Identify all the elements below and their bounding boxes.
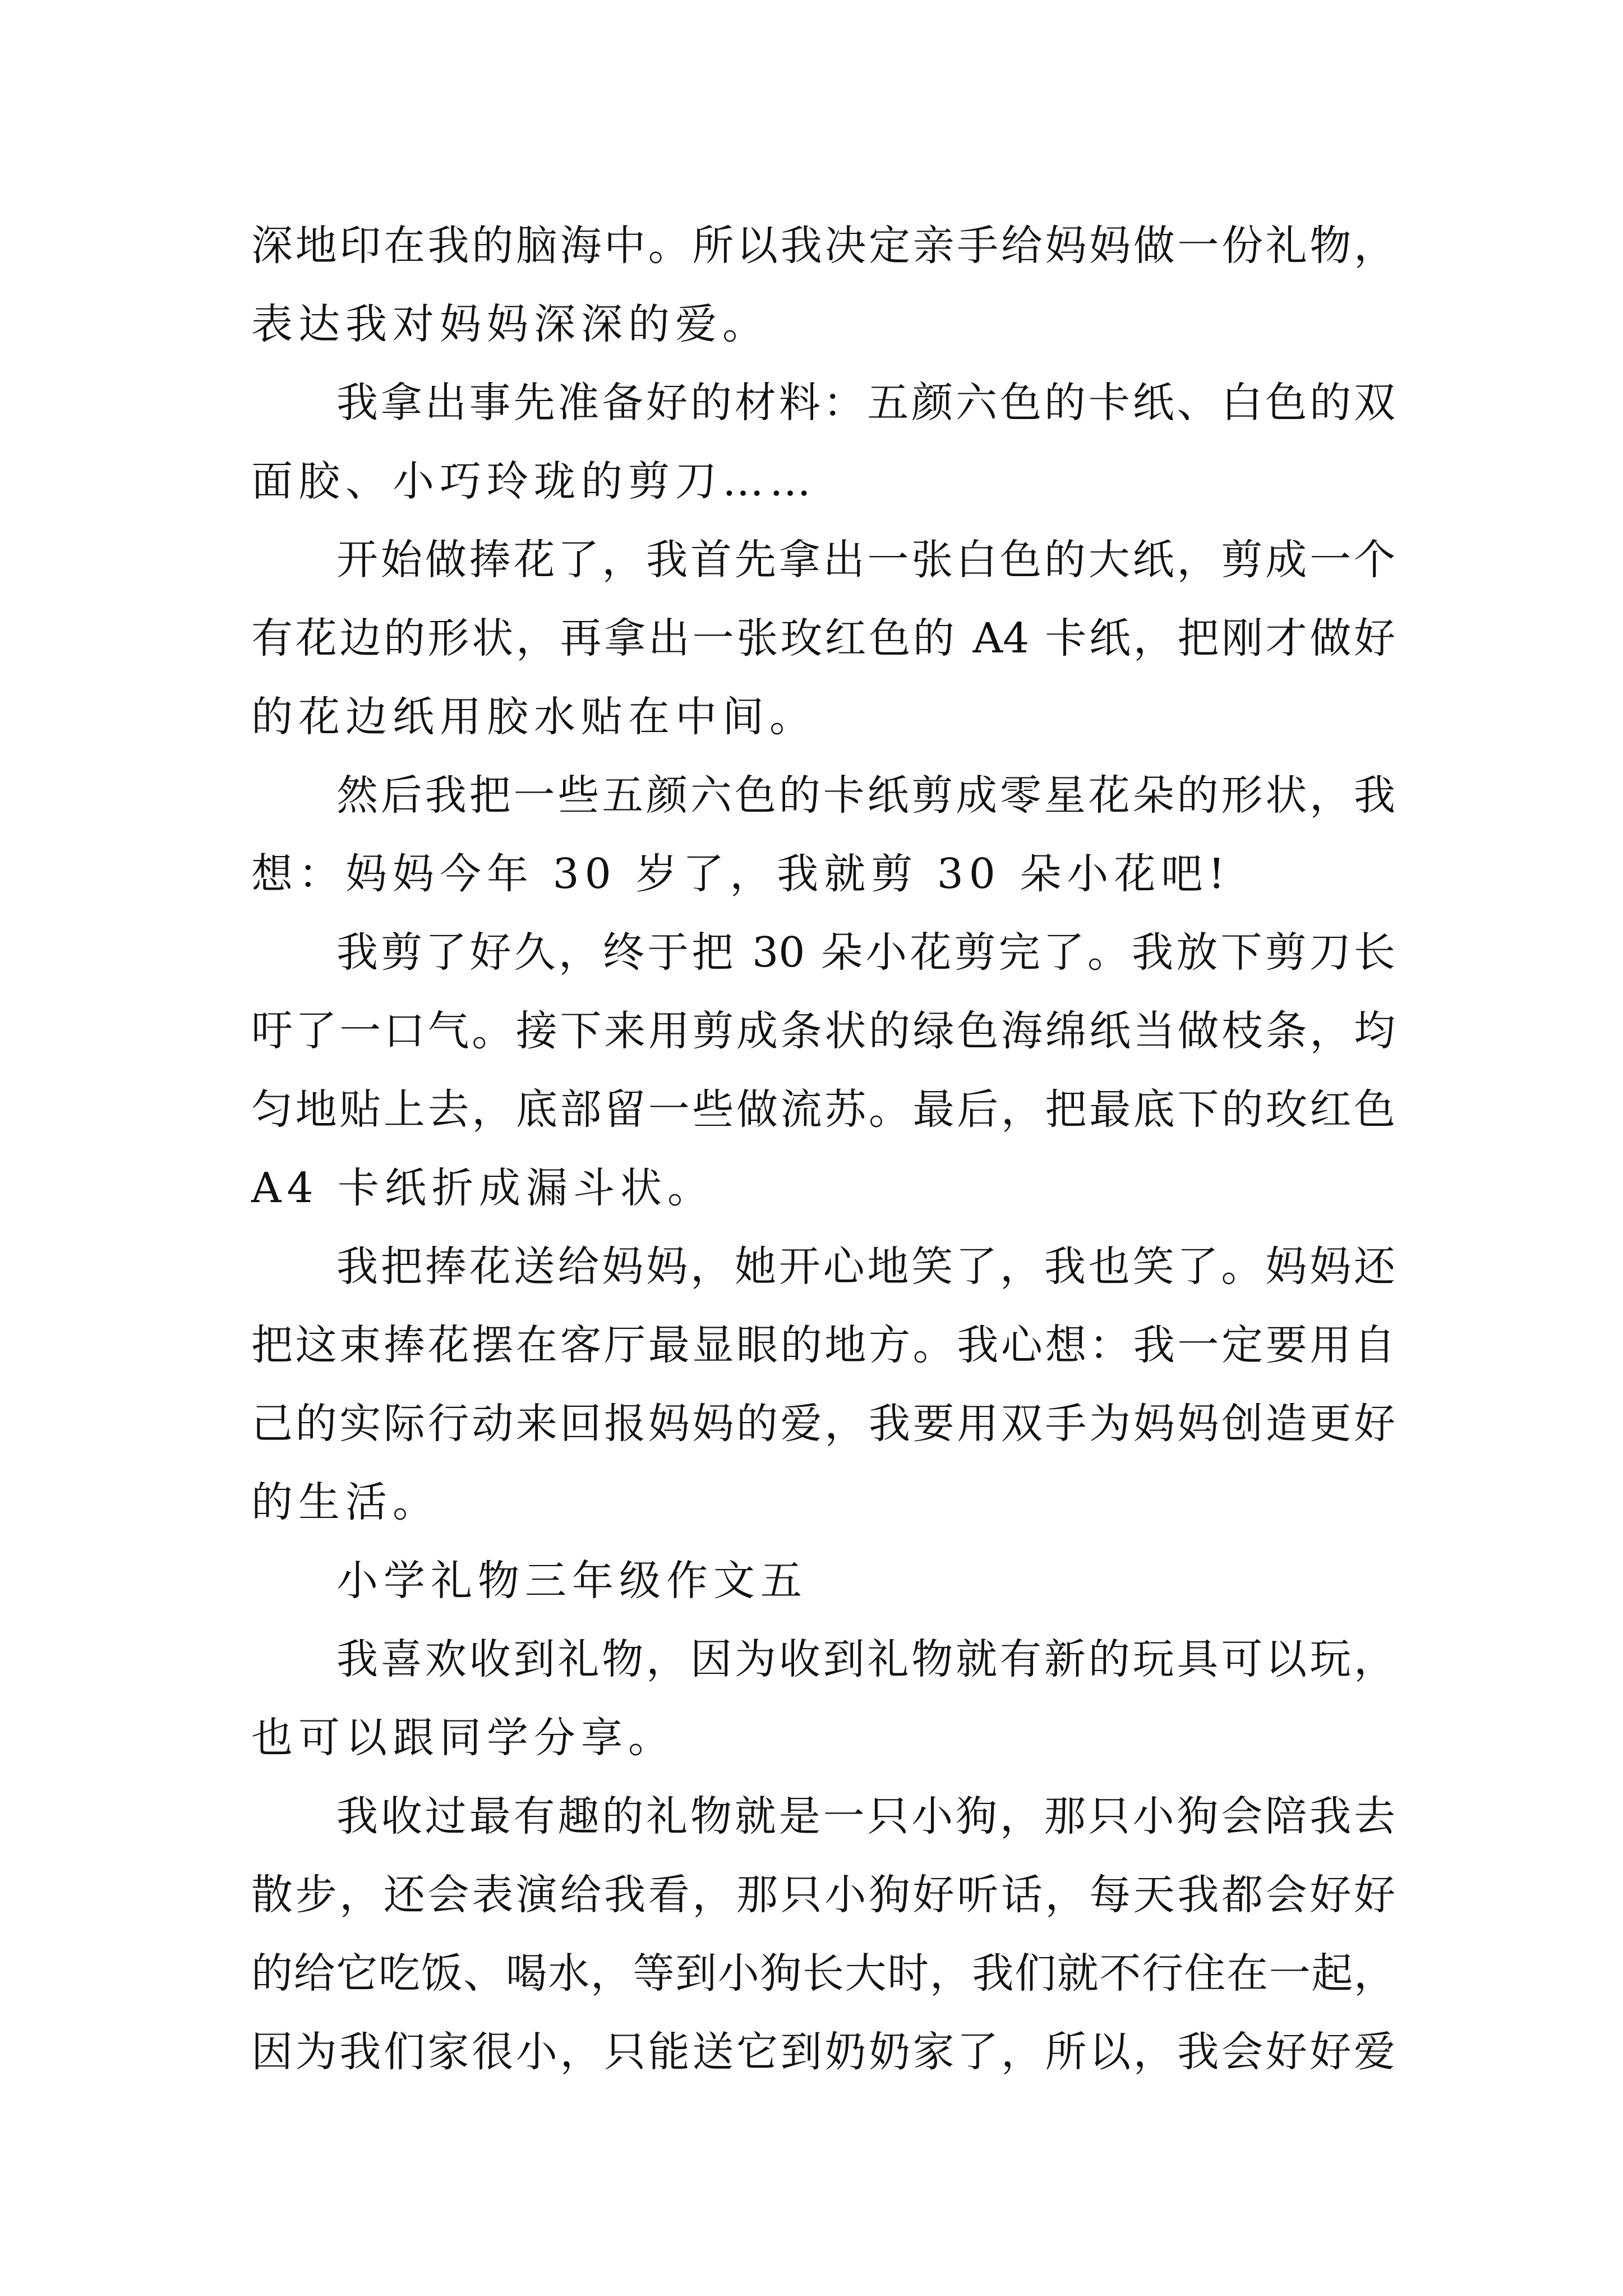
- text-line: 有花边的形状，再拿出一张玫红色的 A4 卡纸，把刚才做好: [251, 614, 1395, 662]
- text-line: 开始做捧花了，我首先拿出一张白色的大纸，剪成一个: [336, 536, 1395, 584]
- text-line: 也可以跟同学分享。: [251, 1714, 675, 1762]
- text-line: 的花边纸用胶水贴在中间。: [251, 693, 817, 741]
- text-line: 把这束捧花摆在客厅最显眼的地方。我心想：我一定要用自: [251, 1321, 1395, 1369]
- text-line: 吁了一口气。接下来用剪成条状的绿色海绵纸当做枝条，均: [251, 1007, 1395, 1055]
- text-line: A4 卡纸折成漏斗状。: [251, 1164, 715, 1212]
- section-heading: 小学礼物三年级作文五: [336, 1557, 808, 1605]
- text-line: 表达我对妈妈深深的爱。: [251, 300, 769, 348]
- text-line: 我收过最有趣的礼物就是一只小狗，那只小狗会陪我去: [336, 1792, 1395, 1841]
- text-line: 面胶、小巧玲珑的剪刀……: [251, 457, 817, 505]
- text-line: 己的实际行动来回报妈妈的爱，我要用双手为妈妈创造更好: [251, 1400, 1395, 1448]
- text-line: 深地印在我的脑海中。所以我决定亲手给妈妈做一份礼物，: [251, 222, 1395, 270]
- text-line: 我拿出事先准备好的材料：五颜六色的卡纸、白色的双: [336, 379, 1395, 427]
- text-line: 然后我把一些五颜六色的卡纸剪成零星花朵的形状，我: [336, 771, 1395, 820]
- text-line: 的给它吃饭、喝水，等到小狗长大时，我们就不行住在一起，: [251, 1949, 1395, 1998]
- text-line: 匀地贴上去，底部留一些做流苏。最后，把最底下的玫红色: [251, 1085, 1395, 1134]
- text-line: 的生活。: [251, 1478, 440, 1526]
- text-line: 我把捧花送给妈妈，她开心地笑了，我也笑了。妈妈还: [336, 1243, 1395, 1291]
- text-line: 我剪了好久，终于把 30 朵小花剪完了。我放下剪刀长: [336, 928, 1395, 977]
- text-line: 因为我们家很小，只能送它到奶奶家了，所以，我会好好爱: [251, 2028, 1395, 2076]
- text-line: 我喜欢收到礼物，因为收到礼物就有新的玩具可以玩，: [336, 1635, 1395, 1683]
- text-line: 散步，还会表演给我看，那只小狗好听话，每天我都会好好: [251, 1871, 1395, 1919]
- text-line: 想：妈妈今年 30 岁了，我就剪 30 朵小花吧!: [251, 850, 1231, 898]
